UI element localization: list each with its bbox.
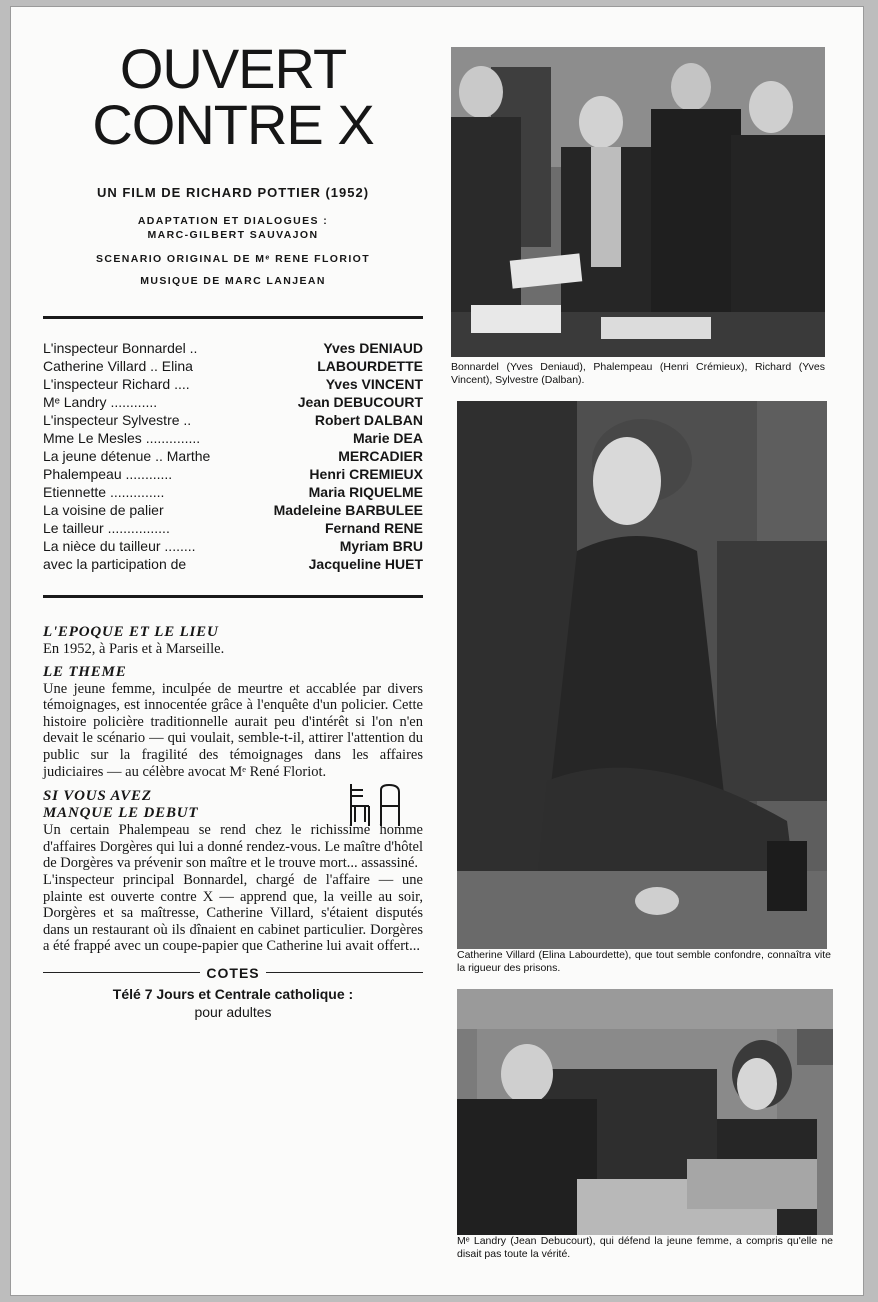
photo-catherine (457, 401, 827, 949)
cast-actor: Maria RIQUELME (308, 484, 423, 500)
cotes-heading-row (43, 965, 423, 981)
cast-role: Etiennette .............. (43, 484, 165, 500)
photo-interrogation (451, 47, 825, 357)
cast-row (43, 537, 423, 555)
cast-role: Catherine Villard .. Elina (43, 358, 193, 374)
theme-text: Une jeune femme, inculpée de meurtre et accablée par divers témoignages, est innocentée grâce à l'enquête d'un policier. Cette histoire policière traditionnelle aurait peu d'intérêt si l'on n'en devait le scénario — qui voulait, semble-t-il, attirer l'attention du public sur la fragilité des témoignages dans les affaires judiciaires — au célèbre avocat Mᵉ René Floriot. (43, 680, 423, 780)
theme-heading: LE THEME (43, 663, 127, 680)
cast-actor: Fernand RENE (324, 520, 423, 536)
divider (43, 595, 423, 598)
debut-heading-2: MANQUE LE DEBUT (43, 805, 199, 822)
cast-row (43, 375, 423, 393)
cotes-line-right (266, 972, 423, 973)
cast-role: L'inspecteur Richard .... (43, 376, 190, 392)
photo-image (457, 989, 833, 1235)
cast-actor: Madeleine BARBULEE (273, 502, 423, 518)
debut-heading-block (43, 788, 423, 822)
cast-actor: Yves VINCENT (325, 376, 423, 392)
cotes-line-left (43, 972, 200, 973)
epoque-heading: L'EPOQUE ET LE LIEU (43, 624, 219, 640)
chairs-icon (345, 782, 407, 828)
title-line-1: OUVERT (119, 37, 347, 100)
cotes-line-1: Télé 7 Jours et Centrale catholique : (112, 985, 354, 1002)
cast-row (43, 519, 423, 537)
title-line-2: CONTRE X (92, 93, 374, 156)
cast-actor: Jean DEBUCOURT (297, 394, 423, 410)
cast-actor: LABOURDETTE (317, 358, 423, 374)
cast-row (43, 483, 423, 501)
photo-2-caption: Catherine Villard (Elina Labourdette), que tout semble confondre, connaîtra vite la rigueur des prisons. (457, 949, 831, 974)
cast-actor: Jacqueline HUET (308, 556, 423, 572)
debut-paragraph-2: L'inspecteur principal Bonnardel, chargé de l'affaire — une plainte est ouverte contre X — apprend que, la veille au soir, Dorgères et sa maîtresse, Catherine Villard, s'étaient disputés dans un restaurant où ils dînaient en cabinet particulier. Dorgères a été frappé avec un coupe-papier que Catherine lui avait offert... (43, 871, 423, 955)
cast-row (43, 501, 423, 519)
cast-role: L'inspecteur Sylvestre .. (43, 412, 192, 428)
cast-role: La voisine de palier (43, 502, 164, 518)
debut-heading-1: SI VOUS AVEZ (43, 788, 152, 805)
cast-actor: Myriam BRU (339, 538, 423, 554)
photo-landry (457, 989, 833, 1235)
magazine-page (10, 6, 864, 1296)
cast-role: Le tailleur ................ (43, 520, 170, 536)
cotes-heading: COTES (206, 964, 260, 981)
cast-actor: Marie DEA (352, 430, 423, 446)
music-credit: MUSIQUE DE MARC LANJEAN (140, 275, 326, 287)
cast-role: La jeune détenue .. Marthe (43, 448, 211, 464)
adaptation-credit-1: ADAPTATION ET DIALOGUES : (137, 215, 329, 227)
cast-role: Mᵉ Landry ............ (43, 394, 158, 410)
cast-role: La nièce du tailleur ........ (43, 538, 196, 554)
cast-actor: Henri CREMIEUX (309, 466, 423, 482)
cast-role: L'inspecteur Bonnardel .. (43, 340, 198, 356)
photo-image (451, 47, 825, 357)
cotes-line-2: pour adultes (194, 1003, 272, 1020)
cast-row (43, 447, 423, 465)
cast-actor: Yves DENIAUD (323, 340, 423, 356)
cast-role: avec la participation de (43, 556, 187, 572)
photo-1-caption: Bonnardel (Yves Deniaud), Phalempeau (Henri Crémieux), Richard (Yves Vincent), Sylvestre (Dalban). (451, 361, 825, 386)
director-credit: UN FILM DE RICHARD POTTIER (1952) (96, 185, 370, 200)
cast-row (43, 393, 423, 411)
cast-role: Mme Le Mesles .............. (43, 430, 201, 446)
photo-3-caption: Mᵉ Landry (Jean Debucourt), qui défend la jeune femme, a compris qu'elle ne disait pas toute la vérité. (457, 1235, 833, 1260)
film-title (43, 37, 423, 156)
divider (43, 316, 423, 319)
cast-actor: Robert DALBAN (314, 412, 423, 428)
cast-role: Phalempeau ............ (43, 466, 173, 482)
cast-row (43, 429, 423, 447)
cast-row (43, 339, 423, 357)
cast-actor: MERCADIER (338, 448, 423, 464)
cast-row (43, 555, 423, 573)
cast-row (43, 465, 423, 483)
cast-list (43, 339, 423, 573)
debut-paragraph-1: Un certain Phalempeau se rend chez le richissime homme d'affaires Dorgères qui lui a donné rendez-vous. Le maître d'hôtel de Dorgères va prévenir son maître et le trouve mort... assassiné. (43, 822, 423, 872)
cast-row (43, 357, 423, 375)
adaptation-credit-2: MARC-GILBERT SAUVAJON (147, 229, 319, 241)
scenario-credit: SCENARIO ORIGINAL DE Mᵉ RENE FLORIOT (95, 253, 371, 265)
left-column (43, 7, 423, 1021)
photo-image (457, 401, 827, 949)
cast-row (43, 411, 423, 429)
epoque-text: En 1952, à Paris et à Marseille. (43, 641, 225, 657)
